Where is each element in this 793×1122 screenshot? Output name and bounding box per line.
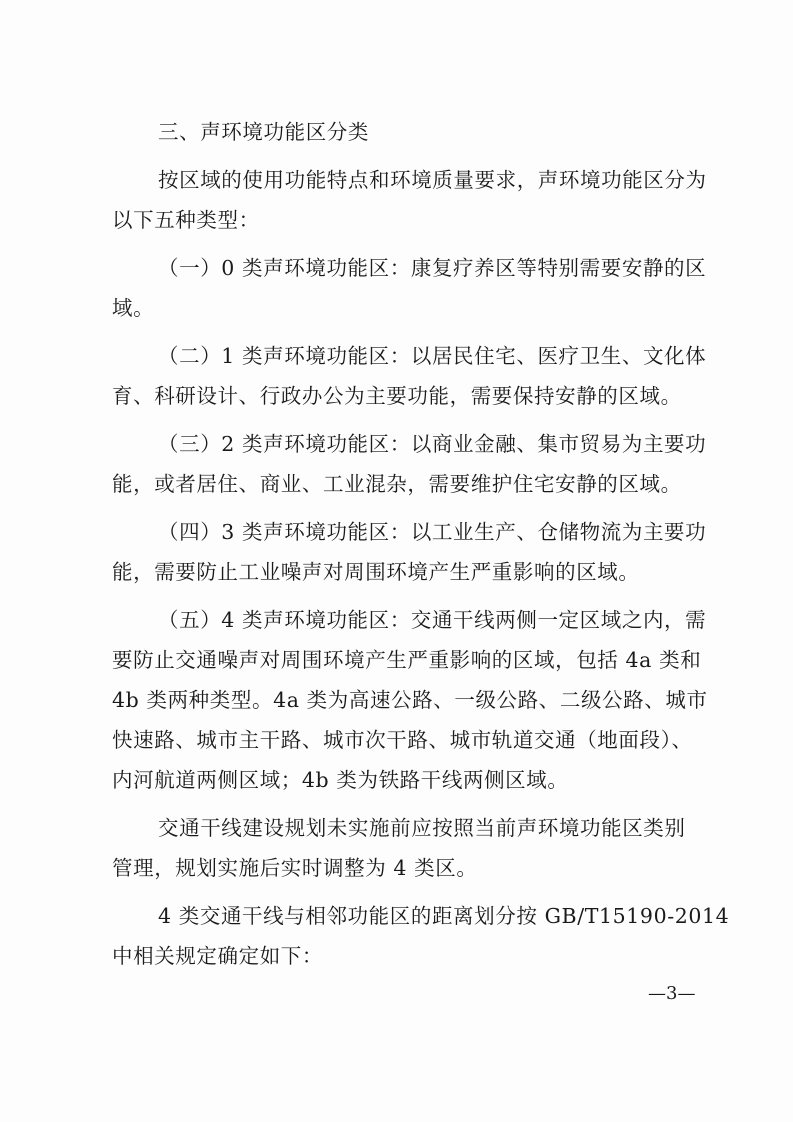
paragraph (112, 424, 707, 504)
page-content (112, 112, 730, 984)
page-number: —3— (648, 983, 696, 1004)
text-line: 快速路、城市主干路、城市次干路、城市轨道交通（地面段）、 (112, 728, 693, 752)
text-line: （一）0 类声环境功能区：康复疗养区等特别需要安静的区 (158, 256, 707, 280)
text-line: 育、科研设计、行政办公为主要功能，需要保持安静的区域。 (112, 384, 682, 408)
text-line: 交通干线建设规划未实施前应按照当前声环境功能区类别 (158, 816, 686, 840)
text-line: 以下五种类型： (112, 208, 260, 232)
paragraph (112, 512, 707, 592)
text-line: （三）2 类声环境功能区：以商业金融、集市贸易为主要功 (158, 432, 707, 456)
text-line: 中相关规定确定如下： (112, 944, 323, 968)
paragraph (112, 600, 708, 800)
text-line: （四）3 类声环境功能区：以工业生产、仓储物流为主要功 (158, 520, 707, 544)
text-line: 要防止交通噪声对周围环境产生严重影响的区域，包括 4a 类和 (112, 648, 702, 672)
paragraph (112, 248, 707, 328)
paragraph (112, 160, 707, 240)
text-line: 能，或者居住、商业、工业混杂，需要维护住宅安静的区域。 (112, 472, 682, 496)
paragraph (112, 896, 730, 976)
text-line: 能，需要防止工业噪声对周围环境产生严重影响的区域。 (112, 560, 640, 584)
paragraph-list (112, 160, 730, 976)
text-line: 4b 类两种类型。4a 类为高速公路、一级公路、二级公路、城市 (112, 688, 708, 712)
text-line: （二）1 类声环境功能区：以居民住宅、医疗卫生、文化体 (158, 344, 707, 368)
text-line: （五）4 类声环境功能区：交通干线两侧一定区域之内，需 (158, 608, 707, 632)
text-line: 4 类交通干线与相邻功能区的距离划分按 GB/T15190-2014 (158, 904, 730, 928)
paragraph (112, 808, 700, 888)
paragraph (112, 336, 707, 416)
text-line: 按区域的使用功能特点和环境质量要求，声环境功能区分为 (158, 168, 707, 192)
text-line: 域。 (112, 296, 155, 320)
text-line: 管理，规划实施后实时调整为 4 类区。 (112, 856, 478, 880)
section-heading: 三、声环境功能区分类 (158, 120, 369, 144)
text-line: 内河航道两侧区域；4b 类为铁路干线两侧区域。 (112, 768, 569, 792)
